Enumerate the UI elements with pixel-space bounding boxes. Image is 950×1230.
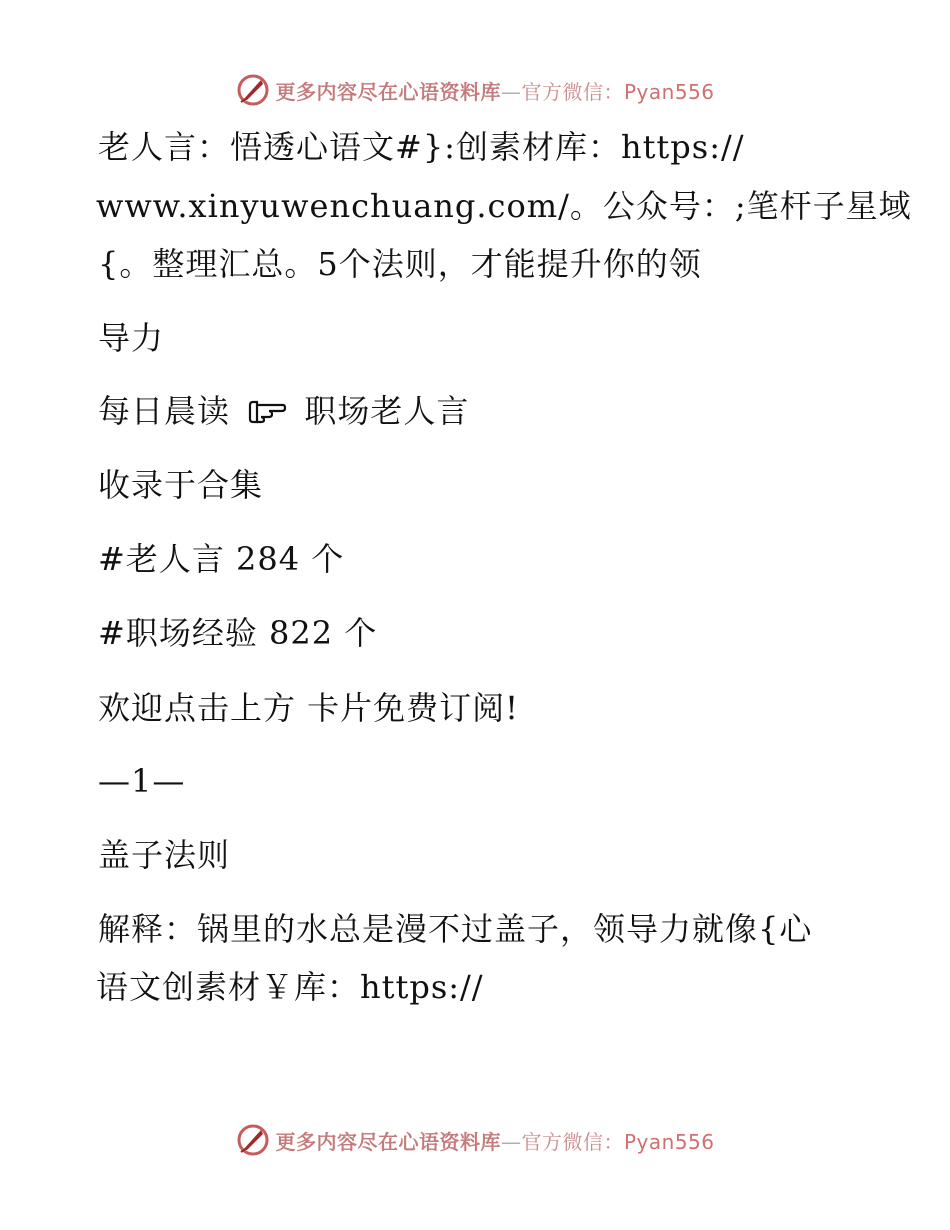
footer-dash: — bbox=[500, 1129, 522, 1154]
body-line-5 bbox=[98, 391, 469, 431]
body-line-7: #老人言 284 个 bbox=[98, 540, 345, 578]
body-line-10: —1— bbox=[98, 762, 186, 800]
footer-brand: 更多内容尽在心语资料库 bbox=[275, 1129, 501, 1154]
header-dash: — bbox=[500, 79, 522, 104]
body-line-1: 老人言：悟透心语文#}:创素材库：https:// bbox=[98, 128, 745, 166]
body-line-2: www.xinyuwenchuang.com/。公众号：;笔杆子星域 bbox=[96, 187, 912, 225]
footer-banner-inner bbox=[235, 1122, 714, 1158]
header-wechat-id: Pyan556 bbox=[623, 79, 715, 104]
pointing-hand-icon bbox=[247, 399, 287, 425]
body-line-3: {。整理汇总。5个法则，才能提升你的领 bbox=[98, 245, 702, 283]
body-line-12: 解释：锅里的水总是漫不过盖子，领导力就像{心 bbox=[98, 910, 813, 948]
body-line-9: 欢迎点击上方 卡片免费订阅! bbox=[98, 689, 520, 727]
quill-logo-icon bbox=[235, 1122, 271, 1158]
header-brand: 更多内容尽在心语资料库 bbox=[275, 79, 501, 104]
body-line-13: 语文创素材￥库：https:// bbox=[96, 968, 484, 1006]
footer-banner bbox=[0, 1120, 950, 1160]
workplace-wisdom-label: 职场老人言 bbox=[293, 392, 470, 430]
header-wechat-label: 官方微信： bbox=[521, 79, 624, 104]
footer-wechat-label: 官方微信： bbox=[521, 1129, 624, 1154]
body-line-11: 盖子法则 bbox=[98, 836, 231, 874]
body-line-6: 收录于合集 bbox=[98, 466, 264, 504]
body-line-8: #职场经验 822 个 bbox=[98, 614, 378, 652]
body-line-4: 导力 bbox=[98, 319, 165, 357]
morning-read-label: 每日晨读 bbox=[98, 392, 242, 430]
footer-wechat-id: Pyan556 bbox=[623, 1129, 715, 1154]
footer-banner-text bbox=[275, 1126, 714, 1155]
